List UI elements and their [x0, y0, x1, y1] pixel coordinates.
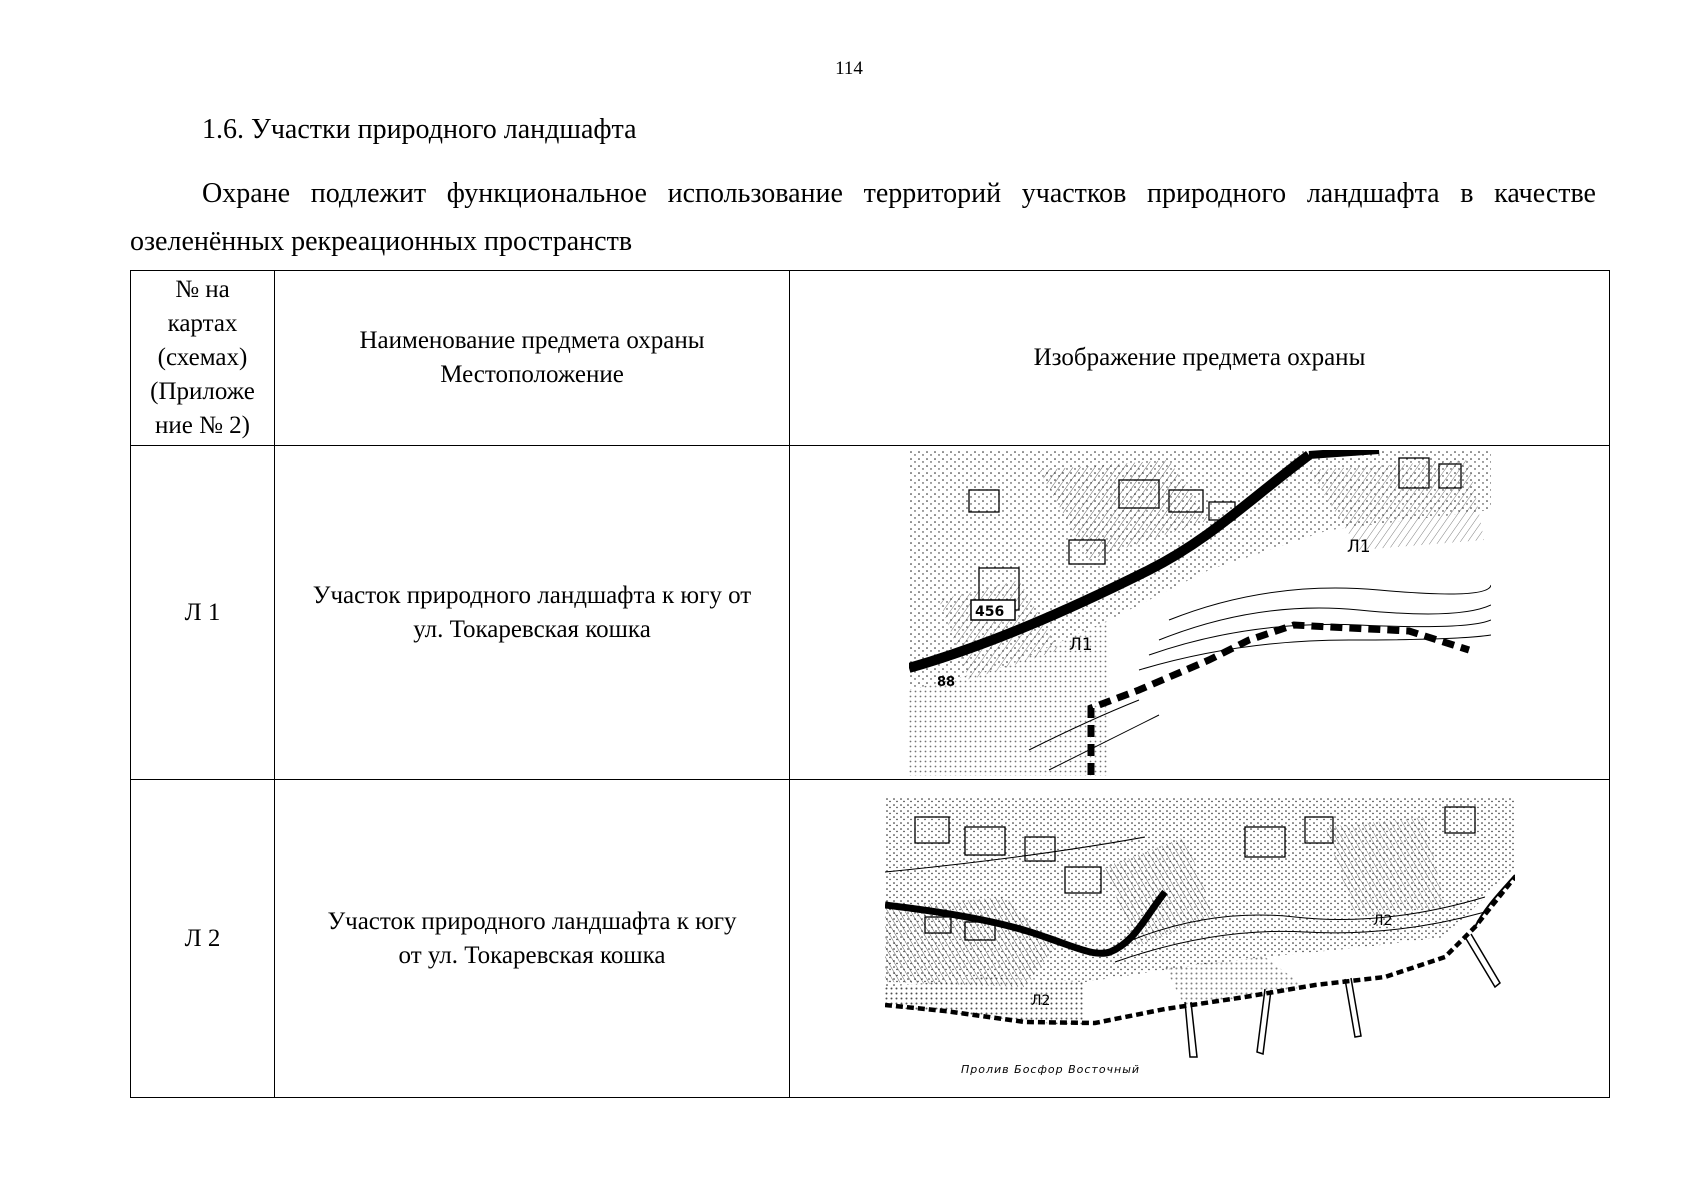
- header-number-line: ние № 2): [154, 412, 251, 439]
- map-label: Л2: [1030, 992, 1050, 1009]
- header-number-line: № на: [175, 276, 230, 303]
- map-caption: Пролив Босфор Восточный: [960, 1062, 1140, 1076]
- location-line: ул. Токаревская кошка: [413, 615, 651, 643]
- paragraph-line-2: озеленённых рекреационных пространств: [130, 226, 633, 257]
- table-row: [131, 446, 1610, 780]
- map-label: Л2: [1372, 912, 1392, 929]
- map-image-l2: [885, 797, 1515, 1081]
- header-number-line: (Приложе: [150, 378, 255, 405]
- map-label: 88: [936, 674, 955, 690]
- map-label: 456: [974, 603, 1004, 620]
- table-header-row: [131, 271, 1610, 446]
- table-row: [131, 780, 1610, 1098]
- map-l2-svg: [885, 797, 1515, 1081]
- intro-paragraph: [130, 170, 1596, 266]
- row-image-cell: [790, 446, 1610, 780]
- header-number-cell: [131, 271, 275, 446]
- map-image-l1: [909, 450, 1491, 776]
- row-number-cell: Л 1: [131, 446, 275, 780]
- header-number-line: (схемах): [157, 344, 248, 371]
- header-name-line: Местоположение: [440, 361, 624, 388]
- page-number: 114: [835, 58, 863, 79]
- header-number-line: картах: [167, 310, 238, 337]
- location-line: Участок природного ландшафта к югу от: [312, 581, 752, 609]
- row-location-cell: [275, 446, 790, 780]
- location-line: от ул. Токаревская кошка: [398, 941, 666, 969]
- header-name-line: Наименование предмета охраны: [359, 327, 705, 354]
- map-label: Л1: [1346, 536, 1371, 557]
- header-image-cell: Изображение предмета охраны: [790, 271, 1610, 446]
- map-l1-svg: [909, 450, 1491, 776]
- paragraph-line-1: Охране подлежит функциональное использование территорий участков природного ландшафта в качестве: [202, 178, 1596, 209]
- header-name-cell: [275, 271, 790, 446]
- map-label: Л1: [1068, 634, 1093, 655]
- location-line: Участок природного ландшафта к югу: [327, 907, 737, 935]
- row-location-cell: [275, 780, 790, 1098]
- row-number-cell: Л 2: [131, 780, 275, 1098]
- row-image-cell: [790, 780, 1610, 1098]
- protection-table: [130, 270, 1610, 1098]
- section-title: 1.6. Участки природного ландшафта: [202, 114, 637, 145]
